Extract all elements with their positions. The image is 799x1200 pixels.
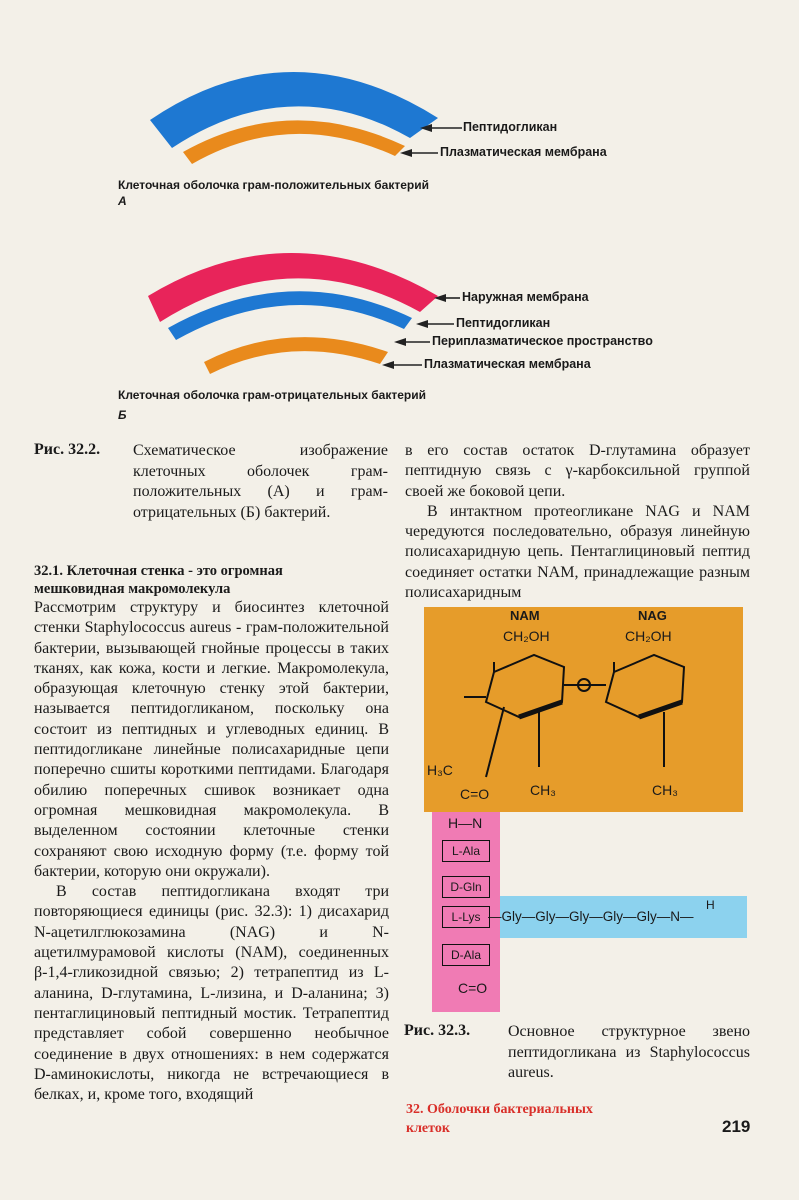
chapter-footer-line1: 32. Оболочки бактериальных: [406, 1102, 593, 1117]
page-number: 219: [722, 1117, 751, 1136]
peptidoglycan-band-b: [168, 291, 412, 340]
figure-b-title: Клеточная оболочка грам-отрицательных бактерий: [118, 388, 426, 402]
right-column: [405, 441, 750, 603]
residue-d-ala: D-Ala: [442, 944, 490, 966]
caption-32-2-text: Схематическое изображение клеточных оболочек грам-положительных (А) и грам-отрицательных (Б) бактерий.: [133, 442, 388, 521]
plasma-membrane-band-a: [183, 120, 405, 164]
h3c-label: H₃C: [427, 762, 453, 778]
figure-b-letter: Б: [118, 408, 127, 422]
nam-ch2oh: CH₂OH: [503, 628, 550, 644]
left-paragraph-1: Рассмотрим структуру и биосинтез клеточной стенки Staphylococcus aureus - грам-положительной бактерии, вызывающей гнойные процессы в таких тканях, как кожа, кости и легкие. Макромолекула, образующая клеточную стенку этой бактерии, называется пептидогликаном, поскольку она состоит из пептидных и углеводных единиц. В пептидогликане линейные полисахаридные цепи поперечно сшиты короткими пептидами. Благодаря обилию поперечных сшивок возникает одна огромная мешковидная макромолекула. В выделенном состоянии клеточные стенки сохраняют свою исходную форму (т.е. форму той бактерии, которую они окружали).: [34, 599, 389, 880]
caption-32-3-number: Рис. 32.3.: [404, 1022, 471, 1039]
label-plasma-membrane-a: Плазматическая мембрана: [440, 145, 607, 159]
figure-a-letter: А: [118, 194, 127, 208]
left-paragraph-2: В состав пептидогликана входят три повторяющиеся единицы (рис. 32.3): 1) дисахарид N-ацетилглюкозамина (NAG) и N-ацетилмурамовой кислоты (NAM), соединенных β-1,4-гликозидной связью; 2) тетрапептид из L-аланина, D-глутамина, L-лизина, и D-аланина; 3) пентаглициновый пептидный мостик. Тетрапептид представляет собой совершенно необычное соединение в двух отношениях: в нем содержатся D-аминокислоты, никогда не встречающиеся в белках, и, кроме того, входящий: [34, 883, 389, 1104]
residue-l-ala: L-Ala: [442, 840, 490, 862]
nam-co: C=O: [460, 786, 490, 802]
plasma-membrane-band-b: [204, 337, 388, 374]
nam-label: NAM: [510, 608, 540, 623]
nam-ch3: CH₃: [530, 782, 556, 798]
right-paragraph-2: В интактном протеогликане NAG и NAM чередуются последовательно, образуя линейную полисахаридную цепь. Пентаглициновый пептид соединяет остатки NAM, принадлежащие разным полисахаридным: [405, 502, 750, 602]
section-heading-line2: мешковидная макромолекула: [34, 581, 231, 597]
nag-label: NAG: [638, 608, 667, 623]
glycine-h: H: [706, 898, 715, 912]
label-periplasm: Периплазматическое пространство: [432, 334, 653, 348]
section-heading-line1: 32.1. Клеточная стенка - это огромная: [34, 563, 283, 579]
label-peptidoglycan-a: Пептидогликан: [463, 120, 558, 134]
left-column: [34, 598, 389, 1105]
glycine-bridge: —Gly—Gly—Gly—Gly—Gly—N—: [488, 909, 694, 924]
nag-ch3: CH₃: [652, 782, 678, 798]
label-outer-membrane: Наружная мембрана: [462, 290, 589, 304]
right-paragraph-1: в его состав остаток D-глутамина образует пептидную связь с γ-карбоксильной группой своей же боковой цепи.: [405, 442, 750, 500]
caption-32-3-text: Основное структурное звено пептидогликана из Staphylococcus aureus.: [508, 1023, 750, 1081]
chapter-footer-line2: клеток: [406, 1121, 450, 1136]
figure-a-title: Клеточная оболочка грам-положительных бактерий: [118, 178, 429, 192]
chapter-footer: [406, 1100, 593, 1138]
label-plasma-membrane-b: Плазматическая мембрана: [424, 357, 591, 371]
peptide-co: C=O: [458, 980, 488, 996]
section-heading: [34, 562, 394, 598]
sugar-rings: [424, 607, 744, 812]
nag-ch2oh: CH₂OH: [625, 628, 672, 644]
residue-l-lys: L-Lys: [442, 906, 490, 928]
caption-32-2-number: Рис. 32.2.: [34, 441, 101, 458]
peptide-hn: H—N: [448, 815, 483, 831]
residue-d-gln: D-Gln: [442, 876, 490, 898]
label-peptidoglycan-b: Пептидогликан: [456, 316, 551, 330]
peptidoglycan-band-a: [150, 72, 438, 148]
